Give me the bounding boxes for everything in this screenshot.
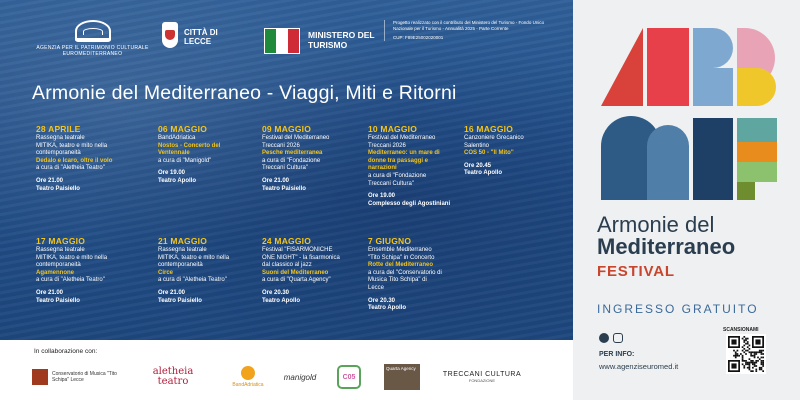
event-line: Rassegna teatrale bbox=[36, 135, 85, 141]
event-curator: Treccani Cultura" bbox=[368, 180, 414, 187]
event-curator: a cura di "Aletheia Teatro" bbox=[36, 165, 105, 172]
event-highlight: Pesche mediterranea bbox=[262, 150, 323, 157]
italian-flag-icon bbox=[264, 28, 300, 54]
event-line: dal classico al jazz bbox=[262, 262, 312, 269]
event-line: "Tito Schipa" in Concerto bbox=[368, 254, 435, 261]
event-highlight: Nostos - Concerto del Ventennale bbox=[158, 142, 221, 157]
event-date: 24 MAGGIO bbox=[262, 236, 312, 246]
event-line: MITIKA, teatro e mito nella bbox=[36, 254, 108, 261]
lecce-crest-icon bbox=[162, 22, 178, 48]
event-line: Salentino bbox=[464, 142, 490, 149]
emblem-blue-block bbox=[693, 68, 733, 106]
apce-logo bbox=[30, 20, 155, 57]
sun-icon bbox=[241, 366, 255, 380]
lecce-logo bbox=[160, 22, 230, 62]
event-curator: a cura del "Conservatorio di bbox=[368, 269, 442, 276]
partner-quarta bbox=[382, 360, 422, 394]
event-venue: Teatro Paisiello bbox=[36, 185, 80, 192]
scan-label: SCANSIONAMI bbox=[723, 327, 759, 333]
festival-emblem bbox=[601, 28, 777, 200]
event-date: 06 MAGGIO bbox=[158, 124, 208, 134]
event-curator: a cura di "Quarta Agency" bbox=[262, 277, 331, 284]
emblem-teal-band bbox=[737, 118, 777, 142]
event-line: Canzoniere Grecanico bbox=[464, 135, 524, 141]
page-title: Armonie del Mediterraneo - Viaggi, Miti e Ritorni bbox=[32, 82, 457, 104]
event-date: 17 MAGGIO bbox=[36, 236, 86, 246]
event-card bbox=[368, 236, 460, 313]
conservatorio-logo-icon bbox=[32, 369, 48, 385]
event-line: BandAdriatica bbox=[158, 135, 196, 141]
event-line: Rassegna teatrale bbox=[158, 247, 207, 253]
info-url[interactable]: www.agenziseuromed.it bbox=[599, 362, 679, 371]
event-curator: a cura di "Fondazione bbox=[262, 157, 321, 164]
event-time: Ore 21.00 bbox=[158, 289, 186, 296]
event-line: Festival "FISARMONICHE bbox=[262, 247, 333, 253]
emblem-orange-band bbox=[737, 142, 777, 162]
event-line: contemporaneità bbox=[36, 150, 81, 157]
event-time: Ore 20.30 bbox=[262, 289, 290, 296]
event-curator: Treccani Cultura" bbox=[262, 165, 308, 172]
instagram-icon[interactable] bbox=[613, 333, 623, 343]
event-venue: Teatro Paisiello bbox=[158, 297, 202, 304]
event-line: Treccani 2026 bbox=[262, 142, 300, 149]
partner-quarta-label: Quarta Agency bbox=[384, 364, 420, 390]
event-card bbox=[158, 124, 253, 186]
event-line: Festival del Mediterraneo bbox=[368, 135, 436, 141]
facebook-icon[interactable] bbox=[599, 333, 609, 343]
festival-name-line1: Armonie del bbox=[597, 212, 715, 237]
event-venue: Teatro Apollo bbox=[368, 305, 406, 312]
event-time: Ore 19.00 bbox=[158, 170, 186, 177]
emblem-dark-block bbox=[693, 118, 733, 200]
partner-manigold bbox=[280, 360, 320, 394]
festival-name-line2: Mediterraneo bbox=[597, 234, 736, 259]
event-date: 16 MAGGIO bbox=[464, 124, 514, 134]
ministry-name: MINISTERO DEL TURISMO bbox=[308, 30, 375, 50]
emblem-blue-half bbox=[693, 28, 733, 68]
partner-conservatorio-label: Conservatorio di Musica "Tito Schipa" Lecce bbox=[52, 371, 117, 383]
event-curator: a cura di "Aletheia Teatro" bbox=[36, 277, 105, 284]
event-curator: a cura di "Aletheia Teatro" bbox=[158, 277, 227, 284]
event-curator: Lecce bbox=[368, 284, 385, 291]
event-curator: a cura di "Manigold" bbox=[158, 157, 212, 164]
event-card bbox=[464, 124, 554, 178]
partner-bandadriatica bbox=[222, 360, 274, 394]
event-card bbox=[262, 236, 362, 305]
event-date: 21 MAGGIO bbox=[158, 236, 208, 246]
event-highlight: Rotte del Mediterraneo bbox=[368, 262, 434, 269]
event-line: contemporaneità bbox=[158, 262, 203, 269]
festival-panel bbox=[573, 0, 800, 400]
event-line: MITIKA, teatro e mito nella bbox=[158, 254, 230, 261]
funding-note bbox=[384, 20, 564, 41]
event-card bbox=[262, 124, 360, 193]
event-curator: a cura di "Fondazione bbox=[368, 172, 427, 179]
partner-treccani-label: TRECCANI CULTURA bbox=[442, 371, 522, 378]
partner-conservatorio bbox=[32, 360, 122, 394]
event-highlight: Dedalo e Icaro, oltre il volo bbox=[36, 157, 113, 164]
emblem-green-band bbox=[737, 162, 777, 182]
event-time: Ore 19.00 bbox=[368, 193, 396, 200]
event-date: 7 GIUGNO bbox=[368, 236, 412, 246]
event-line: Rassegna teatrale bbox=[36, 247, 85, 253]
partner-aletheia-label: aletheia teatro bbox=[152, 366, 194, 387]
funding-text: Progetto realizzato con il contributo del Ministero del Turismo - Fondo Unico Nazionale per il Turismo - Annualità 2025 - Parte Corrente bbox=[393, 20, 545, 31]
emblem-yellow-shape bbox=[737, 68, 776, 106]
qr-code[interactable] bbox=[726, 334, 766, 374]
event-venue: Teatro Paisiello bbox=[36, 297, 80, 304]
event-highlight: Mediterraneo: un mare di donne tra passaggi e narrazioni bbox=[368, 150, 440, 172]
emblem-olive-block bbox=[737, 182, 755, 200]
event-time: Ore 20.45 bbox=[464, 162, 492, 169]
partner-aletheia bbox=[143, 360, 203, 394]
event-time: Ore 21.00 bbox=[36, 289, 64, 296]
ministry-logo bbox=[260, 24, 390, 58]
event-venue: Teatro Apollo bbox=[158, 177, 196, 184]
event-time: Ore 20.30 bbox=[368, 297, 396, 304]
event-line: Festival del Mediterraneo bbox=[262, 135, 330, 141]
partner-c05 bbox=[336, 360, 362, 394]
partner-treccani-sub: FONDAZIONE bbox=[468, 378, 496, 383]
apce-name: AGENZIA PER IL PATRIMONIO CULTURALE EUROMEDITERRANEO bbox=[36, 45, 149, 57]
event-date: 28 APRILE bbox=[36, 124, 81, 134]
event-venue: Teatro Apollo bbox=[262, 297, 300, 304]
event-venue: Teatro Apollo bbox=[464, 170, 502, 177]
event-time: Ore 21.00 bbox=[262, 177, 290, 184]
event-line: Treccani 2026 bbox=[368, 142, 406, 149]
event-card bbox=[36, 124, 136, 193]
event-line: MITIKA, teatro e mito nella bbox=[36, 142, 108, 149]
event-highlight: Agamennone bbox=[36, 269, 75, 276]
collaboration-strip bbox=[0, 340, 573, 400]
event-curator: Musica Tito Schipa" di bbox=[368, 277, 427, 284]
festival-label: FESTIVAL bbox=[597, 263, 675, 280]
event-card bbox=[158, 236, 253, 305]
partner-manigold-label: manigold bbox=[283, 372, 317, 382]
event-highlight: Suoni del Mediterraneo bbox=[262, 269, 329, 276]
header-logos bbox=[0, 16, 573, 76]
lecce-name: CITTÀ DI LECCE bbox=[184, 28, 218, 46]
event-line: contemporaneità bbox=[36, 262, 81, 269]
collab-label: In collaborazione con: bbox=[34, 348, 98, 355]
emblem-mid-arch bbox=[647, 125, 689, 200]
event-card bbox=[368, 124, 458, 208]
emblem-red-block bbox=[647, 28, 689, 106]
event-venue: Complesso degli Agostiniani bbox=[368, 200, 451, 207]
event-date: 10 MAGGIO bbox=[368, 124, 418, 134]
apce-arch-icon bbox=[75, 20, 111, 42]
event-venue: Teatro Paisiello bbox=[262, 185, 306, 192]
event-line: Ensemble Mediterraneo bbox=[368, 247, 432, 253]
event-time: Ore 21.00 bbox=[36, 177, 64, 184]
event-line: ONE NIGHT" - la fisarmonica bbox=[262, 254, 340, 261]
info-label: PER INFO: bbox=[599, 351, 635, 358]
event-highlight: COS 50 - "Il Mito" bbox=[464, 150, 514, 157]
social-icons bbox=[599, 333, 623, 343]
partner-bandadriatica-label: BandAdriatica bbox=[232, 382, 264, 388]
event-card bbox=[36, 236, 136, 305]
free-entry: INGRESSO GRATUITO bbox=[597, 302, 759, 316]
cup-code: CUP: F89E25002020001 bbox=[393, 35, 444, 40]
event-date: 09 MAGGIO bbox=[262, 124, 312, 134]
event-highlight: Circe bbox=[158, 269, 174, 276]
partner-c05-label: C05 bbox=[337, 365, 361, 389]
partner-treccani bbox=[432, 360, 532, 394]
emblem-red-triangle bbox=[601, 28, 643, 106]
